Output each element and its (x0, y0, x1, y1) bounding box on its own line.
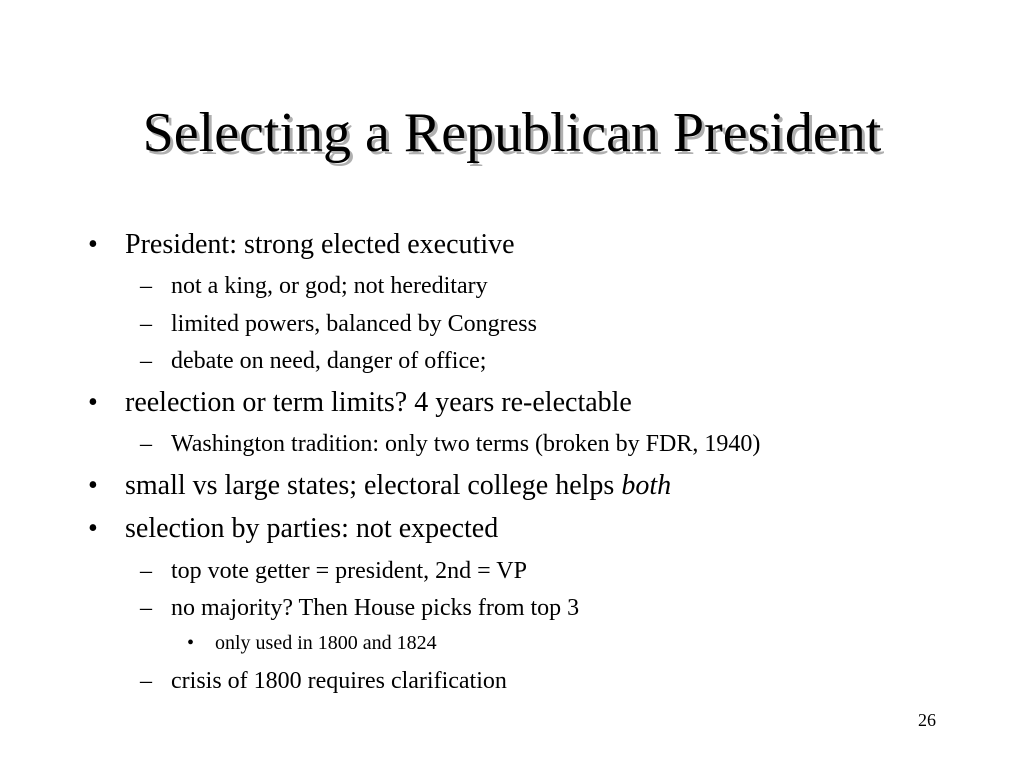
bullet-item (88, 228, 515, 262)
sub-sub-item-text: only used in 1800 and 1824 (215, 632, 437, 654)
dash-marker: – (140, 348, 152, 374)
bullet-marker: • (88, 387, 98, 418)
bullet-marker: • (88, 513, 98, 544)
dash-marker: – (140, 311, 152, 337)
dash-marker: – (140, 431, 152, 457)
sub-item-text: limited powers, balanced by Congress (171, 311, 537, 337)
bullet-text: President: strong elected executive (125, 229, 515, 260)
bullet-text: reelection or term limits? 4 years re-electable (125, 387, 632, 418)
sub-item-text: top vote getter = president, 2nd = VP (171, 558, 527, 584)
page-number: 26 (918, 710, 936, 730)
bullet-marker: • (88, 229, 98, 260)
sub-item (140, 429, 760, 459)
sub-item-text: crisis of 1800 requires clarification (171, 668, 507, 694)
dash-marker: – (140, 668, 152, 694)
bullet-text: small vs large states; electoral college helps (125, 470, 622, 501)
sub-item-text: no majority? Then House picks from top 3 (171, 595, 580, 621)
dash-marker: – (140, 273, 152, 299)
emphasis-text: both (621, 470, 672, 501)
bullet-item (88, 386, 632, 420)
sub-item (140, 346, 486, 376)
sub-item-text: debate on need, danger of office; (171, 348, 487, 374)
bullet-item (88, 512, 498, 546)
sub-item (140, 593, 579, 623)
small-bullet-marker: • (187, 632, 195, 654)
slide-title: Selecting a Republican President (142, 102, 882, 164)
sub-item (140, 556, 527, 586)
sub-sub-item (187, 630, 437, 656)
dash-marker: – (140, 595, 152, 621)
sub-item (140, 666, 507, 696)
sub-item (140, 271, 488, 301)
bullet-marker: • (88, 470, 98, 501)
bullet-item (88, 469, 671, 503)
sub-item-text: Washington tradition: only two terms (broken by FDR, 1940) (171, 431, 761, 457)
bullet-text: selection by parties: not expected (125, 513, 499, 544)
sub-item-text: not a king, or god; not hereditary (171, 273, 488, 299)
sub-item (140, 309, 537, 339)
dash-marker: – (140, 558, 152, 584)
